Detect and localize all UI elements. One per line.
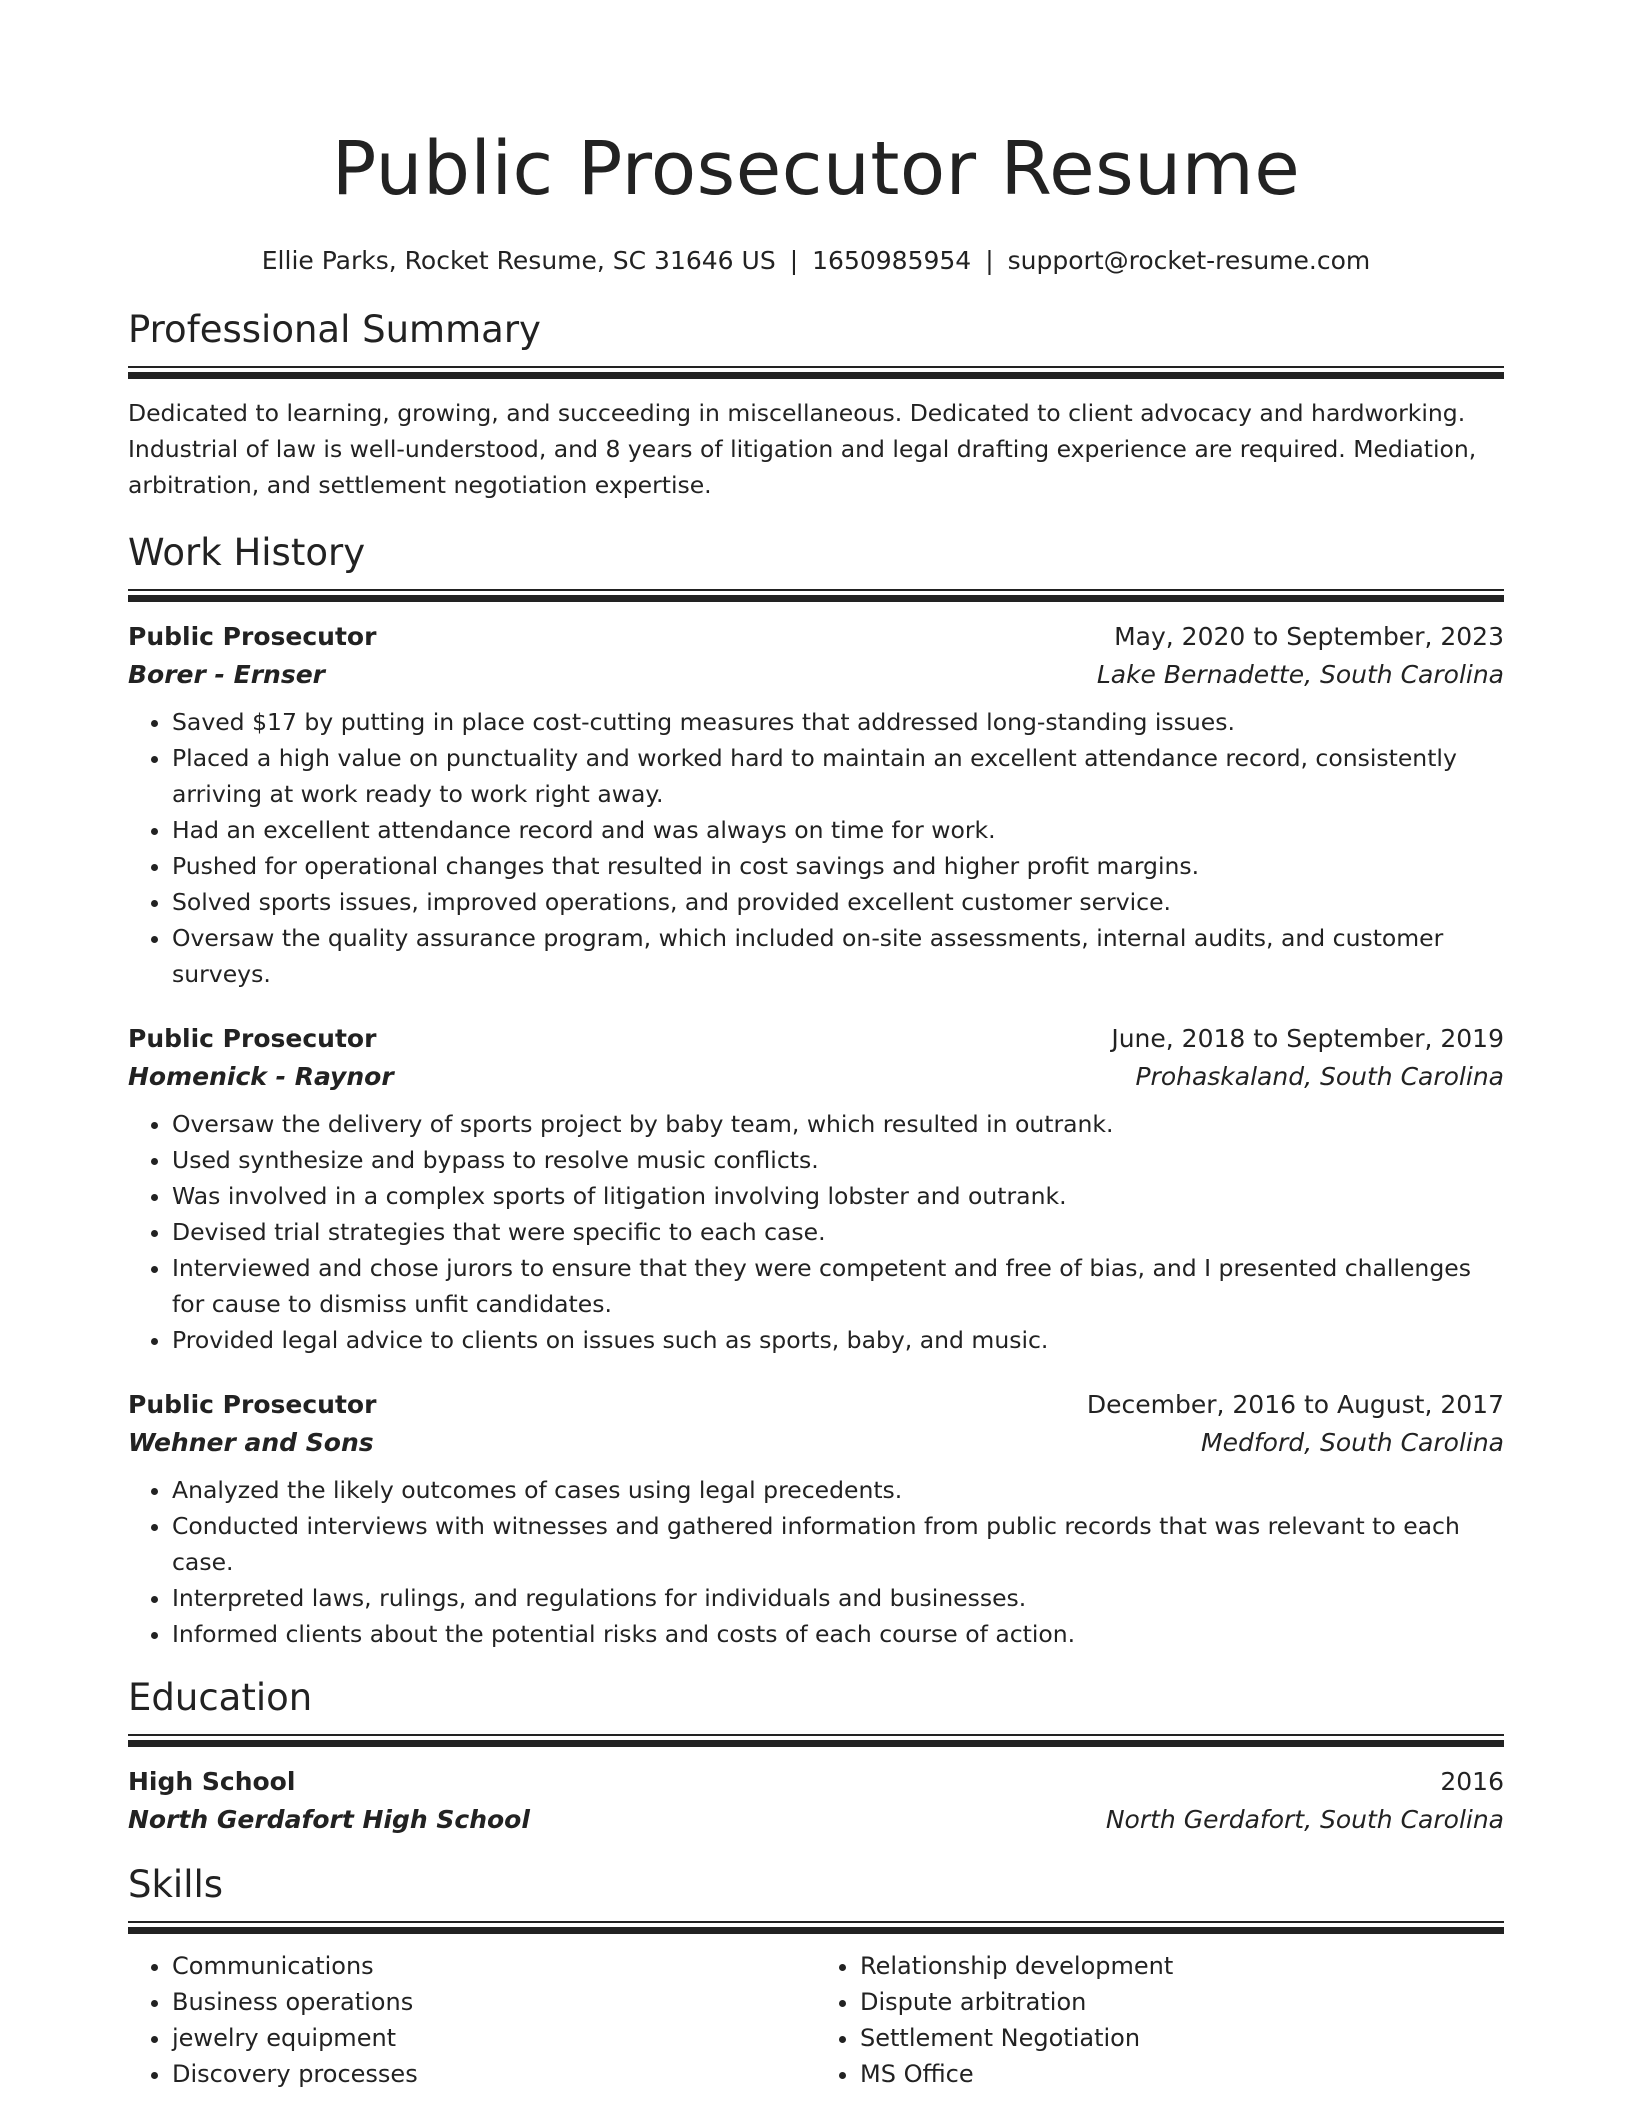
section-heading-work-history: Work History: [128, 531, 366, 574]
section-heading-skills: Skills: [128, 1863, 224, 1906]
education-school-row: [128, 1801, 1504, 1839]
skill-item: • Communications: [172, 1948, 816, 1984]
skill-item: • MS Office: [860, 2056, 1504, 2092]
list-item: • Provided legal advice to clients on issues such as sports, baby, and music.: [172, 1322, 1504, 1358]
job-dates: December, 2016 to August, 2017: [1086, 1390, 1504, 1419]
job-bullets: [128, 704, 1504, 992]
job-title: Public Prosecutor: [128, 622, 377, 651]
list-item: • Oversaw the quality assurance program, which included on-site assessments, internal audits, and customer surveys.: [172, 920, 1504, 992]
job-dates: June, 2018 to September, 2019: [1111, 1024, 1504, 1053]
list-item: • Solved sports issues, improved operations, and provided excellent customer service.: [172, 884, 1504, 920]
job-entry: [128, 1386, 1504, 1652]
skill-item: • jewelry equipment: [172, 2020, 816, 2056]
section-divider: [128, 1734, 1504, 1747]
skills-grid: [128, 1948, 1504, 2092]
list-item: • Analyzed the likely outcomes of cases using legal precedents.: [172, 1472, 1504, 1508]
job-location: Prohaskaland, South Carolina: [1135, 1062, 1504, 1091]
job-title-row: [128, 1020, 1504, 1058]
job-company: Wehner and Sons: [128, 1428, 374, 1457]
list-item: • Devised trial strategies that were specific to each case.: [172, 1214, 1504, 1250]
summary-text: Dedicated to learning, growing, and succeeding in miscellaneous. Dedicated to client advocacy and hardworking. Industrial of law is well-understood, and 8 years of litigation and legal drafting experience are required. Mediation, arbitration, and settlement negotiation expertise.: [128, 399, 1477, 499]
education-degree-row: [128, 1763, 1504, 1801]
contact-separator: |: [985, 246, 994, 275]
job-company-row: [128, 1424, 1504, 1462]
skill-item: • Relationship development: [860, 1948, 1504, 1984]
list-item: • Placed a high value on punctuality and worked hard to maintain an excellent attendance record, consistently arriving at work ready to work right away.: [172, 740, 1504, 812]
section-heading-summary: Professional Summary: [128, 308, 541, 351]
list-item: • Conducted interviews with witnesses and gathered information from public records that was relevant to each case.: [172, 1508, 1504, 1580]
job-location: Medford, South Carolina: [1201, 1428, 1504, 1457]
job-entry: [128, 618, 1504, 992]
skills-column-right: [816, 1948, 1504, 2092]
job-entry: [128, 1020, 1504, 1358]
list-item: • Pushed for operational changes that resulted in cost savings and higher profit margins.: [172, 848, 1504, 884]
education-section: [128, 1674, 1504, 1839]
contact-address: Ellie Parks, Rocket Resume, SC 31646 US: [261, 246, 776, 275]
education-entry: [128, 1763, 1504, 1839]
summary-section: [128, 306, 1504, 503]
job-title-row: [128, 618, 1504, 656]
skills-section: [128, 1861, 1504, 2092]
section-divider: [128, 366, 1504, 379]
skills-list: [816, 1948, 1504, 2092]
job-company: Homenick - Raynor: [128, 1062, 394, 1091]
skill-item: • Discovery processes: [172, 2056, 816, 2092]
education-degree: High School: [128, 1767, 296, 1796]
list-item: • Oversaw the delivery of sports project by baby team, which resulted in outrank.: [172, 1106, 1504, 1142]
work-history-section: [128, 529, 1504, 1652]
job-bullets: [128, 1106, 1504, 1358]
contact-separator: |: [789, 246, 799, 275]
list-item: • Saved $17 by putting in place cost-cutting measures that addressed long-standing issues.: [172, 704, 1504, 740]
section-heading-education: Education: [128, 1676, 313, 1719]
page-title: Public Prosecutor Resume: [331, 126, 1301, 212]
education-year: 2016: [1440, 1767, 1504, 1796]
contact-line: [128, 244, 1504, 278]
list-item: • Interpreted laws, rulings, and regulations for individuals and businesses.: [172, 1580, 1504, 1616]
job-title: Public Prosecutor: [128, 1024, 377, 1053]
skills-column-left: [128, 1948, 816, 2092]
job-dates: May, 2020 to September, 2023: [1114, 622, 1504, 651]
skill-item: • Dispute arbitration: [860, 1984, 1504, 2020]
job-title-row: [128, 1386, 1504, 1424]
list-item: • Interviewed and chose jurors to ensure that they were competent and free of bias, and I presented challenges for cause to dismiss unfit candidates.: [172, 1250, 1504, 1322]
job-company: Borer - Ernser: [128, 660, 325, 689]
skill-item: • Settlement Negotiation: [860, 2020, 1504, 2056]
list-item: • Had an excellent attendance record and was always on time for work.: [172, 812, 1504, 848]
list-item: • Used synthesize and bypass to resolve music conflicts.: [172, 1142, 1504, 1178]
contact-email: support@rocket-resume.com: [1007, 246, 1371, 275]
section-divider: [128, 589, 1504, 602]
job-bullets: [128, 1472, 1504, 1652]
education-school: North Gerdafort High School: [128, 1805, 530, 1834]
education-location: North Gerdafort, South Carolina: [1105, 1805, 1504, 1834]
section-divider: [128, 1921, 1504, 1934]
job-company-row: [128, 1058, 1504, 1096]
job-location: Lake Bernadette, South Carolina: [1096, 660, 1504, 689]
skill-item: • Business operations: [172, 1984, 816, 2020]
job-title: Public Prosecutor: [128, 1390, 377, 1419]
job-company-row: [128, 656, 1504, 694]
skills-list: [128, 1948, 816, 2092]
contact-phone: 1650985954: [812, 246, 972, 275]
list-item: • Was involved in a complex sports of litigation involving lobster and outrank.: [172, 1178, 1504, 1214]
list-item: • Informed clients about the potential risks and costs of each course of action.: [172, 1616, 1504, 1652]
